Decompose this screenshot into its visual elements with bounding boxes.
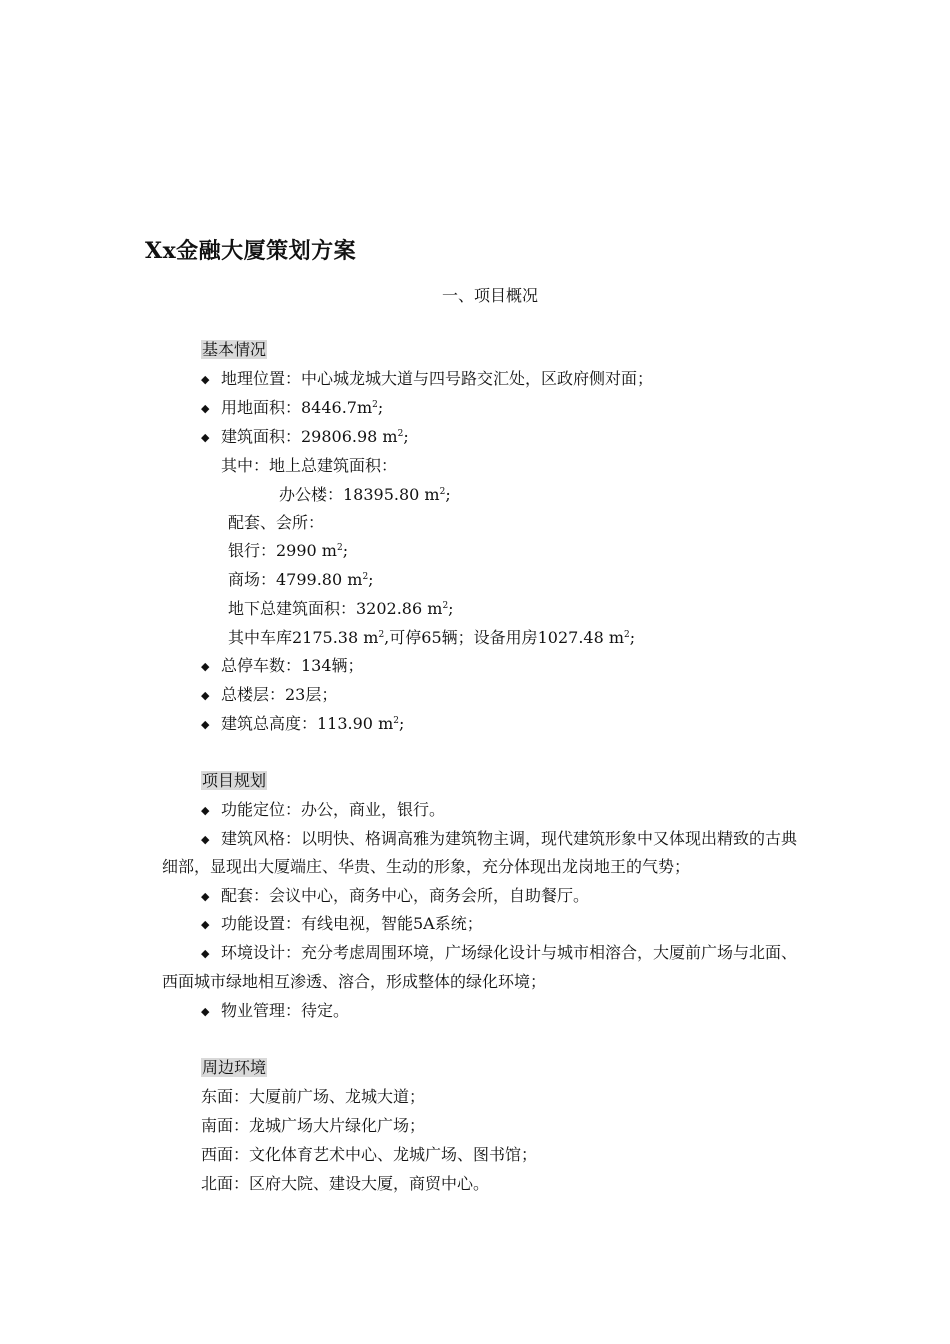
bank-tail: ; <box>342 541 349 560</box>
garage-text: 其中车库2175.38 m <box>228 628 379 647</box>
style-item <box>201 829 797 850</box>
north-text: 北面：区府大院、建设大厦，商贸中心。 <box>201 1174 490 1193</box>
surroundings-heading: 周边环境 <box>202 1058 267 1077</box>
env-text-1: 环境设计：充分考虑周围环境，广场绿化设计与城市相溶合，大厦前广场与北面、 <box>221 943 798 962</box>
west-text: 西面：文化体育艺术中心、龙城广场、图书馆； <box>201 1145 538 1164</box>
mall-text: 商场：4799.80 m <box>228 570 363 589</box>
of-which-line <box>221 456 397 476</box>
diamond-bullet-icon: ◆ <box>201 804 210 817</box>
bank-line <box>228 541 348 561</box>
function-item <box>201 800 445 821</box>
diamond-bullet-icon: ◆ <box>201 431 210 444</box>
planning-heading: 项目规划 <box>202 771 267 790</box>
env-text-2: 西面城市绿地相互渗透、溶合，形成整体的绿化环境； <box>162 972 547 991</box>
height-text: 建筑总高度：113.90 m <box>221 714 394 733</box>
document-title: Xx金融大厦策划方案 <box>145 238 357 264</box>
west-line <box>201 1145 537 1165</box>
management-text: 物业管理：待定。 <box>221 1001 350 1020</box>
basic-heading-line <box>201 340 267 360</box>
office-line <box>279 485 451 505</box>
build-area-tail: ; <box>403 427 409 446</box>
superscript: 2 <box>362 572 369 582</box>
planning-supporting-item <box>201 886 589 907</box>
surroundings-heading-line <box>201 1058 267 1078</box>
superscript: 2 <box>336 543 343 553</box>
office-text: 办公楼：18395.80 m <box>279 485 440 504</box>
build-area-text: 建筑面积：29806.98 m <box>221 427 398 446</box>
basic-heading: 基本情况 <box>202 340 267 359</box>
superscript: 2 <box>372 400 378 410</box>
garage-tail: ; <box>629 628 636 647</box>
land-area-item <box>201 398 383 419</box>
superscript: 2 <box>624 630 630 640</box>
location-text: 地理位置：中心城龙城大道与四号路交汇处，区政府侧对面； <box>221 369 654 388</box>
diamond-bullet-icon: ◆ <box>201 660 210 673</box>
diamond-bullet-icon: ◆ <box>201 1005 210 1018</box>
land-area-text: 用地面积：8446.7m <box>221 398 373 417</box>
superscript: 2 <box>442 601 449 611</box>
north-line <box>201 1174 489 1194</box>
supporting-line <box>228 513 324 533</box>
diamond-bullet-icon: ◆ <box>201 373 210 386</box>
management-item <box>201 1001 349 1022</box>
supporting-text: 配套、会所： <box>228 513 325 532</box>
south-line <box>201 1116 425 1136</box>
facilities-item <box>201 914 483 935</box>
underground-text: 地下总建筑面积：3202.86 m <box>228 599 443 618</box>
diamond-bullet-icon: ◆ <box>201 718 210 731</box>
east-line <box>201 1087 425 1107</box>
floors-text: 总楼层：23层； <box>221 685 338 704</box>
style-text-1: 建筑风格：以明快、格调高雅为建筑物主调，现代建筑形象中又体现出精致的古典 <box>221 829 798 848</box>
mall-line <box>228 570 374 590</box>
superscript: 2 <box>393 716 399 726</box>
location-item <box>201 369 653 390</box>
function-text: 功能定位：办公，商业，银行。 <box>221 800 446 819</box>
superscript: 2 <box>439 487 446 497</box>
style-text-2: 细部，显现出大厦端庄、华贵、生动的形象，充分体现出龙岗地王的气势； <box>162 857 691 876</box>
diamond-bullet-icon: ◆ <box>201 918 210 931</box>
land-area-tail: ; <box>377 398 384 417</box>
section-title: 一、项目概况 <box>441 286 538 305</box>
height-item <box>201 714 404 735</box>
bank-text: 银行：2990 m <box>228 541 337 560</box>
mall-tail: ; <box>368 570 374 589</box>
env-item <box>201 943 797 964</box>
floors-item <box>201 685 337 706</box>
superscript: 2 <box>397 429 404 439</box>
facilities-text: 功能设置：有线电视，智能5A系统； <box>221 914 483 933</box>
office-tail: ; <box>445 485 451 504</box>
build-area-item <box>201 427 409 448</box>
diamond-bullet-icon: ◆ <box>201 402 210 415</box>
east-text: 东面：大厦前广场、龙城大道； <box>201 1087 426 1106</box>
underground-line <box>228 599 454 619</box>
diamond-bullet-icon: ◆ <box>201 833 210 846</box>
parking-text: 总停车数：134辆； <box>221 656 364 675</box>
superscript: 2 <box>378 630 385 640</box>
garage-mid: ,可停65辆；设备用房1027.48 m <box>384 628 625 647</box>
planning-heading-line <box>201 771 267 791</box>
of-which-text: 其中：地上总建筑面积： <box>221 456 398 475</box>
garage-line <box>228 628 635 648</box>
env-item-cont <box>162 972 546 992</box>
height-tail: ; <box>398 714 405 733</box>
diamond-bullet-icon: ◆ <box>201 689 210 702</box>
parking-item <box>201 656 364 677</box>
diamond-bullet-icon: ◆ <box>201 890 210 903</box>
underground-tail: ; <box>448 599 454 618</box>
diamond-bullet-icon: ◆ <box>201 947 210 960</box>
planning-supporting-text: 配套：会议中心，商务中心，商务会所，自助餐厅。 <box>221 886 590 905</box>
style-item-cont <box>162 857 690 877</box>
south-text: 南面：龙城广场大片绿化广场； <box>201 1116 426 1135</box>
